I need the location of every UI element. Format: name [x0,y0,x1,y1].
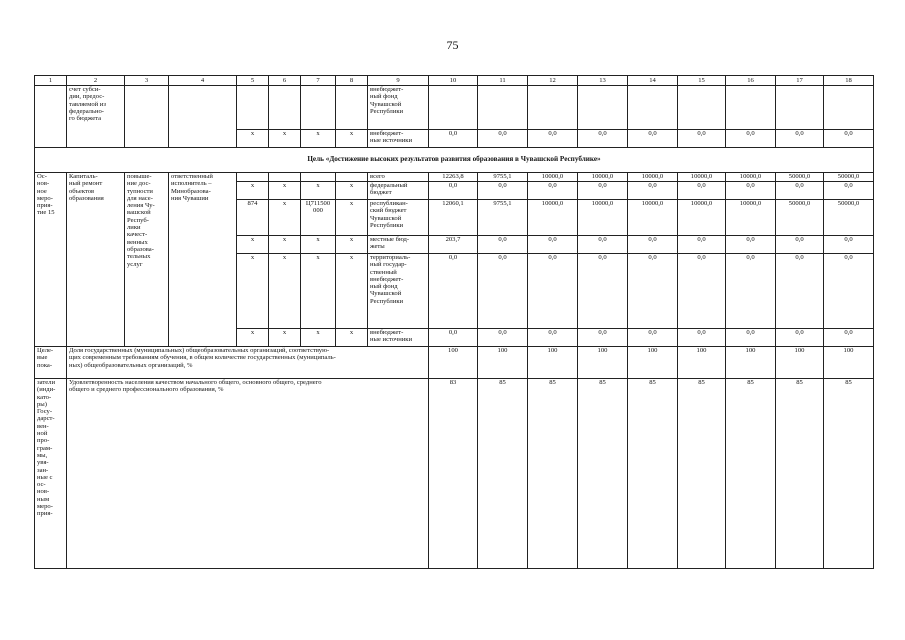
value-cell: 0,0 [776,329,824,347]
table-cell [169,86,237,148]
funding-source: местные бюд- жеты [368,236,429,254]
value-cell: 100 [726,347,776,379]
value-cell: 0,0 [776,236,824,254]
column-number: 12 [528,76,578,86]
value-cell: 0,0 [628,130,678,148]
column-number: 7 [301,76,336,86]
value-cell: 85 [678,379,726,569]
value-cell: 0,0 [528,182,578,200]
value-cell: 0,0 [824,329,874,347]
table-cell: x [301,236,336,254]
table-cell [237,86,269,130]
table-cell [478,86,528,130]
value-cell: 85 [726,379,776,569]
table-cell: x [237,182,269,200]
value-cell: 50000,0 [824,173,874,182]
value-cell: 0,0 [478,236,528,254]
goal-title: Цель «Достижение высоких результатов развития образования в Чувашской Республике» [35,148,874,173]
value-cell: 0,0 [478,182,528,200]
column-number: 10 [429,76,478,86]
funding-source: федеральный бюджет [368,182,429,200]
value-cell: 85 [824,379,874,569]
column-number: 5 [237,76,269,86]
value-cell: 10000,0 [678,200,726,236]
table-cell: x [269,130,301,148]
value-cell: 10000,0 [528,173,578,182]
value-cell: 203,7 [429,236,478,254]
table-cell [301,173,336,182]
column-number: 11 [478,76,528,86]
value-cell: 0,0 [578,130,628,148]
value-cell: 12060,1 [429,200,478,236]
value-cell: 0,0 [478,254,528,329]
column-number: 18 [824,76,874,86]
value-cell: 0,0 [726,329,776,347]
value-cell: 100 [578,347,628,379]
value-cell: 0,0 [678,254,726,329]
value-cell: 0,0 [429,130,478,148]
table-cell [269,86,301,130]
value-cell: 0,0 [824,254,874,329]
indicator-row [35,379,874,569]
value-cell: 0,0 [429,182,478,200]
column-number: 9 [368,76,429,86]
table-cell [528,86,578,130]
table-cell: 874 [237,200,269,236]
value-cell: 0,0 [578,329,628,347]
value-cell: 83 [429,379,478,569]
table-cell [429,86,478,130]
column-number: 3 [125,76,169,86]
table-row [35,173,874,182]
value-cell: 50000,0 [776,200,824,236]
value-cell: 85 [478,379,528,569]
header-row [35,76,874,86]
measure-type: Ос- нов- ное меро- прия- тие 15 [35,173,67,347]
value-cell: 0,0 [678,130,726,148]
table-cell: x [301,254,336,329]
value-cell: 85 [628,379,678,569]
value-cell: 85 [528,379,578,569]
value-cell: 0,0 [478,130,528,148]
column-number: 16 [726,76,776,86]
value-cell: 0,0 [628,329,678,347]
table-cell [824,86,874,130]
value-cell: 0,0 [528,130,578,148]
value-cell: 10000,0 [578,173,628,182]
table-cell: x [269,182,301,200]
indicator-text: Удовлетворенность населения качеством начального общего, основного общего, среднего общего и среднего профессионального образования, % [67,379,429,569]
value-cell: 100 [776,347,824,379]
value-cell: 0,0 [478,329,528,347]
value-cell: 50000,0 [776,173,824,182]
table-cell [237,173,269,182]
table-cell: x [336,200,368,236]
value-cell: 85 [776,379,824,569]
value-cell: 10000,0 [726,200,776,236]
measure-goal: повыше- ние дос- тупности для насе- ления Чу- вашской Респуб- лики качест- венных образова- тельных услуг [125,173,169,347]
value-cell: 10000,0 [726,173,776,182]
column-number: 15 [678,76,726,86]
value-cell: 0,0 [776,254,824,329]
table-cell [628,86,678,130]
table-cell: x [301,182,336,200]
column-number: 17 [776,76,824,86]
table-cell [125,86,169,148]
funding-source: внебюджет- ные источники [368,130,429,148]
indicator-label: Целе- вые пока- [35,347,67,379]
value-cell: 0,0 [678,329,726,347]
table-cell: x [336,130,368,148]
value-cell: 10000,0 [528,200,578,236]
value-cell: 0,0 [429,254,478,329]
column-number: 4 [169,76,237,86]
value-cell: 9755,1 [478,173,528,182]
funding-source: территориаль- ный государ- ственный внебюджет- ный фонд Чувашской Республики [368,254,429,329]
table-cell: x [269,254,301,329]
column-number: 14 [628,76,678,86]
table-row [35,86,874,130]
value-cell: 0,0 [429,329,478,347]
value-cell: 0,0 [578,236,628,254]
value-cell: 12263,8 [429,173,478,182]
measure-name: Капиталь- ный ремонт объектов образования [67,173,125,347]
value-cell: 0,0 [824,130,874,148]
table-cell: x [237,236,269,254]
value-cell: 9755,1 [478,200,528,236]
table-cell: x [237,329,269,347]
value-cell: 0,0 [528,236,578,254]
value-cell: 0,0 [628,182,678,200]
column-number: 1 [35,76,67,86]
table-cell: x [269,236,301,254]
table-cell: x [336,329,368,347]
table-cell [336,86,368,130]
value-cell: 0,0 [824,182,874,200]
value-cell: 100 [528,347,578,379]
table-cell [776,86,824,130]
page-number: 75 [446,38,459,52]
table-cell: x [269,200,301,236]
value-cell: 100 [678,347,726,379]
table-cell: x [336,236,368,254]
value-cell: 0,0 [776,182,824,200]
value-cell: 0,0 [726,130,776,148]
value-cell: 0,0 [578,254,628,329]
table-cell [678,86,726,130]
value-cell: 100 [824,347,874,379]
value-cell: 0,0 [678,236,726,254]
column-number: 2 [67,76,125,86]
value-cell: 0,0 [824,236,874,254]
indicator-text: Доля государственных (муниципальных) общеобразовательных организаций, соответствую- щих современным требованиям обучения, в общем количестве государственных (муниципаль- ных) общеобразовательных организаций, % [67,347,429,379]
indicator-label: затели (инди- като- ры) Госу- дарст- вен- ной про- грам- мы, увя- зан- ные с ос- нов- ным меро- прия- [35,379,67,569]
value-cell: 0,0 [726,254,776,329]
table-cell [301,86,336,130]
value-cell: 85 [578,379,628,569]
table-cell: x [237,254,269,329]
value-cell: 0,0 [776,130,824,148]
value-cell: 10000,0 [678,173,726,182]
value-cell: 10000,0 [578,200,628,236]
table-cell: x [336,182,368,200]
value-cell: 0,0 [628,236,678,254]
value-cell: 0,0 [528,329,578,347]
column-number: 6 [269,76,301,86]
table-cell: Ц711500 000 [301,200,336,236]
table-cell [336,173,368,182]
value-cell: 10000,0 [628,200,678,236]
table-cell: x [301,130,336,148]
indicator-row [35,347,874,379]
table-cell: x [237,130,269,148]
value-cell: 0,0 [726,236,776,254]
table-cell: x [301,329,336,347]
value-cell: 10000,0 [628,173,678,182]
funding-source: республикан- ский бюджет Чувашской Республики [368,200,429,236]
funding-source: внебюджет- ные источники [368,329,429,347]
table-cell: x [336,254,368,329]
table-cell [726,86,776,130]
value-cell: 0,0 [528,254,578,329]
goal-row [35,148,874,173]
responsible-executor: ответственный исполнитель – Минобразова- ния Чувашии [169,173,237,347]
table-cell [578,86,628,130]
value-cell: 0,0 [628,254,678,329]
value-cell: 50000,0 [824,200,874,236]
funding-note: счет субси- дии, предос- тавляемой из федерально- го бюджета [67,86,125,148]
table-cell [269,173,301,182]
table-cell [35,86,67,148]
value-cell: 0,0 [678,182,726,200]
table-cell: x [269,329,301,347]
value-cell: 0,0 [726,182,776,200]
column-number: 13 [578,76,628,86]
budget-table [34,75,874,569]
value-cell: 0,0 [578,182,628,200]
value-cell: 100 [429,347,478,379]
value-cell: 100 [628,347,678,379]
column-number: 8 [336,76,368,86]
funding-source: всего [368,173,429,182]
value-cell: 100 [478,347,528,379]
funding-source: внебюджет- ный фонд Чувашской Республики [368,86,429,130]
